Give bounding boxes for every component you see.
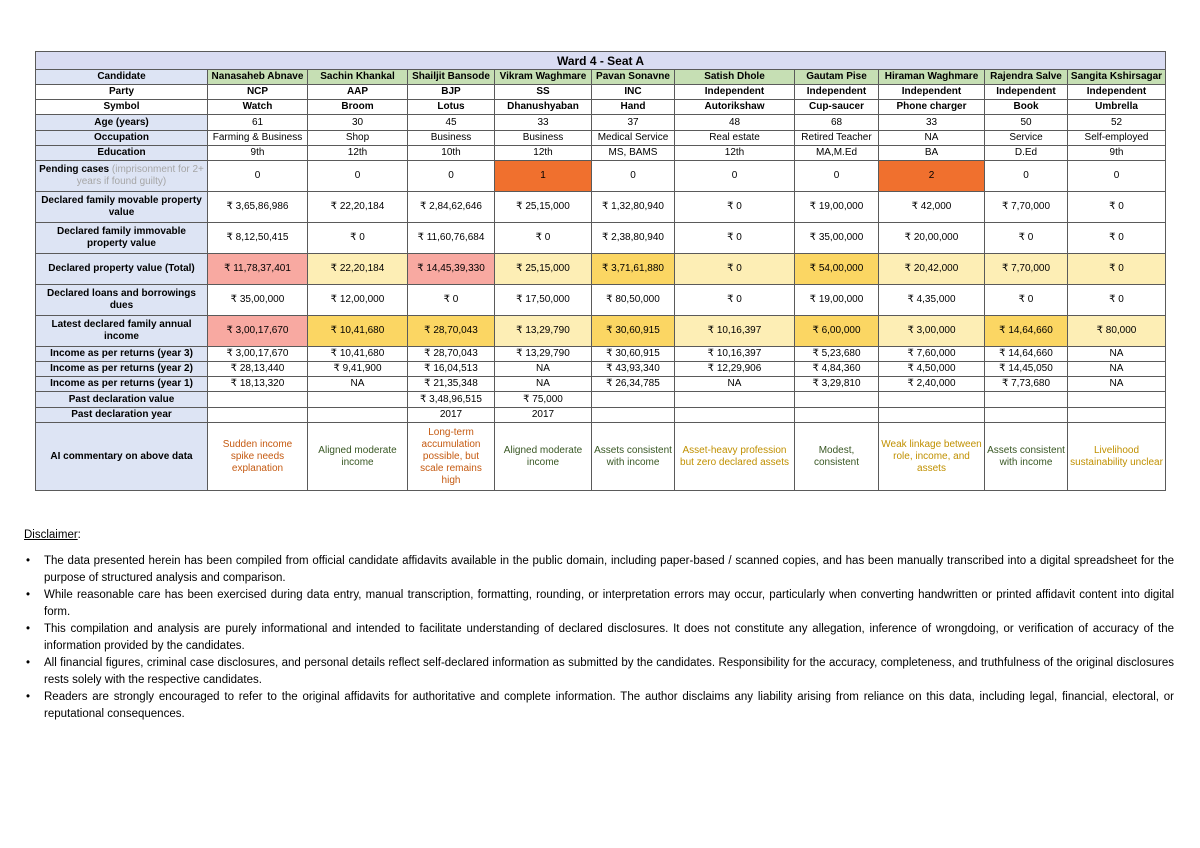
cell-income-y2: ₹ 4,50,000 bbox=[879, 362, 985, 377]
row-age bbox=[36, 115, 1166, 131]
cell-past-year bbox=[675, 408, 795, 423]
cell-education: BA bbox=[879, 146, 985, 161]
row-label-text: Income as per returns (year 1) bbox=[50, 378, 193, 389]
cell-age: 33 bbox=[879, 115, 985, 131]
cell-occupation: NA bbox=[879, 131, 985, 146]
disclaimer-item: • All financial figures, criminal case disclosures, and personal details reflect self-declared information as submitted by the candidates. Responsibility for the accuracy, completeness, and truthfulness of the original disclosures rests solely with the respective candidates. bbox=[44, 655, 1174, 689]
cell-candidate: Shailjit Bansode bbox=[408, 70, 495, 85]
cell-loans: ₹ 19,00,000 bbox=[795, 285, 879, 316]
cell-total: ₹ 14,45,39,330 bbox=[408, 254, 495, 285]
row-label-text: Age (years) bbox=[94, 116, 149, 128]
cell-income-y3: ₹ 14,64,660 bbox=[985, 347, 1068, 362]
row-label-text: Past declaration year bbox=[71, 409, 172, 420]
cell-occupation: Medical Service bbox=[592, 131, 675, 146]
row-label-income-y1 bbox=[36, 377, 208, 392]
row-income-y3 bbox=[36, 347, 1166, 362]
disclaimer-item: • While reasonable care has been exercised during data entry, manual transcription, formatting, rounding, or interpretation errors may occur, particularly when converting handwritten or printed affidavit content into digital form. bbox=[44, 587, 1174, 621]
row-label-total bbox=[36, 254, 208, 285]
cell-candidate: Pavan Sonavne bbox=[592, 70, 675, 85]
cell-annual-income: ₹ 28,70,043 bbox=[408, 316, 495, 347]
cell-annual-income: ₹ 10,41,680 bbox=[308, 316, 408, 347]
cell-party: Independent bbox=[1068, 85, 1166, 100]
cell-income-y1: NA bbox=[495, 377, 592, 392]
cell-income-y1: ₹ 7,73,680 bbox=[985, 377, 1068, 392]
cell-income-y2: ₹ 16,04,513 bbox=[408, 362, 495, 377]
cell-income-y1: ₹ 26,34,785 bbox=[592, 377, 675, 392]
cell-age: 33 bbox=[495, 115, 592, 131]
cell-symbol: Autorikshaw bbox=[675, 100, 795, 115]
cell-income-y2: ₹ 4,84,360 bbox=[795, 362, 879, 377]
cell-symbol: Broom bbox=[308, 100, 408, 115]
row-label-text: Education bbox=[97, 147, 146, 158]
row-commentary bbox=[36, 423, 1166, 491]
cell-income-y3: ₹ 7,60,000 bbox=[879, 347, 985, 362]
cell-immovable: ₹ 0 bbox=[308, 223, 408, 254]
row-label-symbol bbox=[36, 100, 208, 115]
row-movable bbox=[36, 192, 1166, 223]
cell-movable: ₹ 2,84,62,646 bbox=[408, 192, 495, 223]
cell-income-y2: ₹ 12,29,906 bbox=[675, 362, 795, 377]
cell-past-year bbox=[308, 408, 408, 423]
cell-annual-income: ₹ 6,00,000 bbox=[795, 316, 879, 347]
disclaimer-heading-text: Disclaimer bbox=[24, 529, 78, 541]
cell-total: ₹ 22,20,184 bbox=[308, 254, 408, 285]
disclaimer-item: • The data presented herein has been compiled from official candidate affidavits available in the public domain, including paper-based / scanned copies, and has been manually transcribed into a digital spreadsheet for the purpose of structured analysis and comparison. bbox=[44, 553, 1174, 587]
cell-past-value bbox=[308, 392, 408, 408]
cell-past-value bbox=[675, 392, 795, 408]
cell-immovable: ₹ 11,60,76,684 bbox=[408, 223, 495, 254]
cell-candidate: Vikram Waghmare bbox=[495, 70, 592, 85]
row-pending-cases bbox=[36, 161, 1166, 192]
cell-loans: ₹ 80,50,000 bbox=[592, 285, 675, 316]
row-label-immovable bbox=[36, 223, 208, 254]
cell-commentary: Aligned moderate income bbox=[495, 423, 592, 491]
cell-total: ₹ 20,42,000 bbox=[879, 254, 985, 285]
cell-income-y2: ₹ 28,13,440 bbox=[208, 362, 308, 377]
cell-candidate: Nanasaheb Abnave bbox=[208, 70, 308, 85]
cell-pending-cases: 0 bbox=[308, 161, 408, 192]
row-label-loans bbox=[36, 285, 208, 316]
cell-movable: ₹ 0 bbox=[675, 192, 795, 223]
cell-immovable: ₹ 0 bbox=[675, 223, 795, 254]
cell-immovable: ₹ 2,38,80,940 bbox=[592, 223, 675, 254]
cell-past-year bbox=[985, 408, 1068, 423]
cell-party: Independent bbox=[985, 85, 1068, 100]
cell-occupation: Service bbox=[985, 131, 1068, 146]
cell-age: 48 bbox=[675, 115, 795, 131]
cell-pending-cases: 0 bbox=[408, 161, 495, 192]
disclaimer-item: • This compilation and analysis are purely informational and intended to facilitate understanding of declared disclosures. It does not constitute any allegation, inference of wrongdoing, or verification of accuracy of the information provided by the candidates. bbox=[44, 621, 1174, 655]
cell-commentary: Assets consistent with income bbox=[985, 423, 1068, 491]
cell-annual-income: ₹ 3,00,17,670 bbox=[208, 316, 308, 347]
pending-cases-note: (imprisonment for 2+ years if found guilty) bbox=[76, 164, 204, 187]
cell-income-y2: NA bbox=[495, 362, 592, 377]
cell-symbol: Book bbox=[985, 100, 1068, 115]
cell-total: ₹ 11,78,37,401 bbox=[208, 254, 308, 285]
row-label-commentary bbox=[36, 423, 208, 491]
cell-commentary: Modest, consistent bbox=[795, 423, 879, 491]
cell-movable: ₹ 25,15,000 bbox=[495, 192, 592, 223]
cell-loans: ₹ 17,50,000 bbox=[495, 285, 592, 316]
cell-immovable: ₹ 20,00,000 bbox=[879, 223, 985, 254]
cell-party: AAP bbox=[308, 85, 408, 100]
cell-loans: ₹ 0 bbox=[985, 285, 1068, 316]
row-label-text: Past declaration value bbox=[68, 393, 175, 405]
ward-table bbox=[35, 51, 1166, 491]
cell-commentary: Weak linkage between role, income, and assets bbox=[879, 423, 985, 491]
row-label-pending-cases bbox=[36, 161, 208, 192]
cell-past-value: ₹ 75,000 bbox=[495, 392, 592, 408]
cell-income-y2: NA bbox=[1068, 362, 1166, 377]
cell-symbol: Lotus bbox=[408, 100, 495, 115]
cell-immovable: ₹ 35,00,000 bbox=[795, 223, 879, 254]
cell-occupation: Retired Teacher bbox=[795, 131, 879, 146]
row-label-text: Income as per returns (year 2) bbox=[50, 363, 193, 374]
cell-symbol: Cup-saucer bbox=[795, 100, 879, 115]
row-label-age bbox=[36, 115, 208, 131]
cell-income-y2: ₹ 43,93,340 bbox=[592, 362, 675, 377]
cell-immovable: ₹ 0 bbox=[985, 223, 1068, 254]
cell-income-y3: ₹ 30,60,915 bbox=[592, 347, 675, 362]
cell-commentary: Assets consistent with income bbox=[592, 423, 675, 491]
cell-education: 12th bbox=[675, 146, 795, 161]
row-label-text: AI commentary on above data bbox=[50, 450, 193, 462]
cell-pending-cases: 2 bbox=[879, 161, 985, 192]
row-party bbox=[36, 85, 1166, 100]
row-label-text: Declared loans and borrowings dues bbox=[47, 288, 196, 311]
cell-age: 68 bbox=[795, 115, 879, 131]
row-label-text: Latest declared family annual income bbox=[51, 319, 192, 342]
cell-education: 9th bbox=[208, 146, 308, 161]
row-symbol bbox=[36, 100, 1166, 115]
cell-pending-cases: 0 bbox=[1068, 161, 1166, 192]
row-label-education bbox=[36, 146, 208, 161]
cell-annual-income: ₹ 10,16,397 bbox=[675, 316, 795, 347]
cell-party: Independent bbox=[795, 85, 879, 100]
cell-income-y1: NA bbox=[1068, 377, 1166, 392]
row-immovable bbox=[36, 223, 1166, 254]
cell-annual-income: ₹ 3,00,000 bbox=[879, 316, 985, 347]
cell-pending-cases: 0 bbox=[675, 161, 795, 192]
row-candidate bbox=[36, 70, 1166, 85]
cell-loans: ₹ 35,00,000 bbox=[208, 285, 308, 316]
cell-total: ₹ 0 bbox=[675, 254, 795, 285]
cell-past-year bbox=[795, 408, 879, 423]
cell-age: 52 bbox=[1068, 115, 1166, 131]
row-past-year bbox=[36, 408, 1166, 423]
cell-movable: ₹ 22,20,184 bbox=[308, 192, 408, 223]
cell-occupation: Business bbox=[495, 131, 592, 146]
disclaimer-list bbox=[24, 553, 1174, 723]
row-loans bbox=[36, 285, 1166, 316]
row-label-party bbox=[36, 85, 208, 100]
cell-candidate: Sachin Khankal bbox=[308, 70, 408, 85]
cell-commentary: Asset-heavy profession but zero declared assets bbox=[675, 423, 795, 491]
row-total bbox=[36, 254, 1166, 285]
cell-movable: ₹ 3,65,86,986 bbox=[208, 192, 308, 223]
cell-movable: ₹ 7,70,000 bbox=[985, 192, 1068, 223]
cell-education: D.Ed bbox=[985, 146, 1068, 161]
cell-occupation: Business bbox=[408, 131, 495, 146]
row-label-text: Pending cases bbox=[39, 164, 110, 175]
cell-income-y1: ₹ 18,13,320 bbox=[208, 377, 308, 392]
cell-past-value bbox=[985, 392, 1068, 408]
cell-total: ₹ 25,15,000 bbox=[495, 254, 592, 285]
row-income-y2 bbox=[36, 362, 1166, 377]
cell-income-y3: NA bbox=[1068, 347, 1166, 362]
cell-symbol: Watch bbox=[208, 100, 308, 115]
table-title: Ward 4 - Seat A bbox=[36, 52, 1166, 70]
row-label-text: Candidate bbox=[97, 71, 146, 82]
cell-pending-cases: 0 bbox=[985, 161, 1068, 192]
cell-past-value bbox=[1068, 392, 1166, 408]
cell-candidate: Satish Dhole bbox=[675, 70, 795, 85]
cell-education: MS, BAMS bbox=[592, 146, 675, 161]
cell-pending-cases: 0 bbox=[795, 161, 879, 192]
cell-pending-cases: 1 bbox=[495, 161, 592, 192]
cell-annual-income: ₹ 13,29,790 bbox=[495, 316, 592, 347]
cell-income-y3: ₹ 5,23,680 bbox=[795, 347, 879, 362]
row-past-value bbox=[36, 392, 1166, 408]
cell-candidate: Hiraman Waghmare bbox=[879, 70, 985, 85]
cell-loans: ₹ 0 bbox=[408, 285, 495, 316]
row-label-past-year bbox=[36, 408, 208, 423]
cell-total: ₹ 7,70,000 bbox=[985, 254, 1068, 285]
cell-occupation: Farming & Business bbox=[208, 131, 308, 146]
cell-past-value bbox=[592, 392, 675, 408]
cell-party: INC bbox=[592, 85, 675, 100]
cell-income-y2: ₹ 14,45,050 bbox=[985, 362, 1068, 377]
cell-symbol: Phone charger bbox=[879, 100, 985, 115]
cell-past-value bbox=[208, 392, 308, 408]
row-label-candidate bbox=[36, 70, 208, 85]
cell-income-y3: ₹ 10,41,680 bbox=[308, 347, 408, 362]
cell-movable: ₹ 0 bbox=[1068, 192, 1166, 223]
cell-commentary: Aligned moderate income bbox=[308, 423, 408, 491]
row-label-income-y3 bbox=[36, 347, 208, 362]
cell-loans: ₹ 0 bbox=[1068, 285, 1166, 316]
cell-income-y1: ₹ 21,35,348 bbox=[408, 377, 495, 392]
cell-total: ₹ 54,00,000 bbox=[795, 254, 879, 285]
disclaimer-heading bbox=[24, 527, 1174, 544]
row-annual-income bbox=[36, 316, 1166, 347]
disclaimer-section bbox=[24, 527, 1174, 723]
cell-education: 12th bbox=[495, 146, 592, 161]
cell-past-value bbox=[795, 392, 879, 408]
row-label-past-value bbox=[36, 392, 208, 408]
row-occupation bbox=[36, 131, 1166, 146]
cell-past-year bbox=[879, 408, 985, 423]
cell-candidate: Sangita Kshirsagar bbox=[1068, 70, 1166, 85]
disclaimer-heading-colon: : bbox=[77, 529, 81, 541]
cell-immovable: ₹ 8,12,50,415 bbox=[208, 223, 308, 254]
cell-loans: ₹ 12,00,000 bbox=[308, 285, 408, 316]
row-label-annual-income bbox=[36, 316, 208, 347]
cell-symbol: Umbrella bbox=[1068, 100, 1166, 115]
cell-candidate: Rajendra Salve bbox=[985, 70, 1068, 85]
cell-symbol: Hand bbox=[592, 100, 675, 115]
row-label-text: Declared family immovable property value bbox=[57, 226, 186, 249]
cell-past-year: 2017 bbox=[495, 408, 592, 423]
row-label-income-y2 bbox=[36, 362, 208, 377]
disclaimer-item: • Readers are strongly encouraged to refer to the original affidavits for authoritative and complete information. The author disclaims any liability arising from reliance on this data, including legal, financial, electoral, or reputational consequences. bbox=[44, 689, 1174, 723]
row-income-y1 bbox=[36, 377, 1166, 392]
cell-loans: ₹ 0 bbox=[675, 285, 795, 316]
cell-past-year: 2017 bbox=[408, 408, 495, 423]
cell-movable: ₹ 1,32,80,940 bbox=[592, 192, 675, 223]
cell-candidate: Gautam Pise bbox=[795, 70, 879, 85]
cell-education: 10th bbox=[408, 146, 495, 161]
cell-party: SS bbox=[495, 85, 592, 100]
row-label-text: Party bbox=[108, 86, 134, 97]
row-label-text: Symbol bbox=[103, 101, 140, 112]
cell-income-y1: ₹ 2,40,000 bbox=[879, 377, 985, 392]
cell-commentary: Livelihood sustainability unclear bbox=[1068, 423, 1166, 491]
cell-occupation: Shop bbox=[308, 131, 408, 146]
row-label-movable bbox=[36, 192, 208, 223]
cell-past-year bbox=[1068, 408, 1166, 423]
cell-income-y3: ₹ 10,16,397 bbox=[675, 347, 795, 362]
cell-age: 30 bbox=[308, 115, 408, 131]
cell-commentary: Long-term accumulation possible, but scale remains high bbox=[408, 423, 495, 491]
cell-income-y3: ₹ 3,00,17,670 bbox=[208, 347, 308, 362]
cell-party: BJP bbox=[408, 85, 495, 100]
cell-income-y3: ₹ 28,70,043 bbox=[408, 347, 495, 362]
cell-party: Independent bbox=[675, 85, 795, 100]
cell-age: 50 bbox=[985, 115, 1068, 131]
cell-income-y2: ₹ 9,41,900 bbox=[308, 362, 408, 377]
cell-income-y1: ₹ 3,29,810 bbox=[795, 377, 879, 392]
cell-annual-income: ₹ 80,000 bbox=[1068, 316, 1166, 347]
cell-education: 9th bbox=[1068, 146, 1166, 161]
row-label-text: Declared property value (Total) bbox=[48, 263, 195, 274]
cell-party: NCP bbox=[208, 85, 308, 100]
row-label-occupation bbox=[36, 131, 208, 146]
cell-total: ₹ 0 bbox=[1068, 254, 1166, 285]
cell-income-y1: NA bbox=[675, 377, 795, 392]
cell-past-value: ₹ 3,48,96,515 bbox=[408, 392, 495, 408]
cell-annual-income: ₹ 30,60,915 bbox=[592, 316, 675, 347]
cell-age: 61 bbox=[208, 115, 308, 131]
cell-symbol: Dhanushyaban bbox=[495, 100, 592, 115]
cell-total: ₹ 3,71,61,880 bbox=[592, 254, 675, 285]
cell-income-y1: NA bbox=[308, 377, 408, 392]
cell-education: MA,M.Ed bbox=[795, 146, 879, 161]
cell-annual-income: ₹ 14,64,660 bbox=[985, 316, 1068, 347]
cell-past-year bbox=[592, 408, 675, 423]
cell-occupation: Self-employed bbox=[1068, 131, 1166, 146]
cell-pending-cases: 0 bbox=[592, 161, 675, 192]
cell-movable: ₹ 42,000 bbox=[879, 192, 985, 223]
cell-education: 12th bbox=[308, 146, 408, 161]
cell-income-y3: ₹ 13,29,790 bbox=[495, 347, 592, 362]
cell-party: Independent bbox=[879, 85, 985, 100]
cell-age: 45 bbox=[408, 115, 495, 131]
cell-immovable: ₹ 0 bbox=[1068, 223, 1166, 254]
row-label-text: Occupation bbox=[93, 132, 149, 143]
cell-pending-cases: 0 bbox=[208, 161, 308, 192]
row-education bbox=[36, 146, 1166, 161]
cell-immovable: ₹ 0 bbox=[495, 223, 592, 254]
cell-loans: ₹ 4,35,000 bbox=[879, 285, 985, 316]
cell-past-year bbox=[208, 408, 308, 423]
cell-past-value bbox=[879, 392, 985, 408]
cell-commentary: Sudden income spike needs explanation bbox=[208, 423, 308, 491]
cell-movable: ₹ 19,00,000 bbox=[795, 192, 879, 223]
cell-age: 37 bbox=[592, 115, 675, 131]
cell-occupation: Real estate bbox=[675, 131, 795, 146]
row-label-text: Income as per returns (year 3) bbox=[50, 348, 193, 359]
row-label-text: Declared family movable property value bbox=[41, 195, 202, 218]
